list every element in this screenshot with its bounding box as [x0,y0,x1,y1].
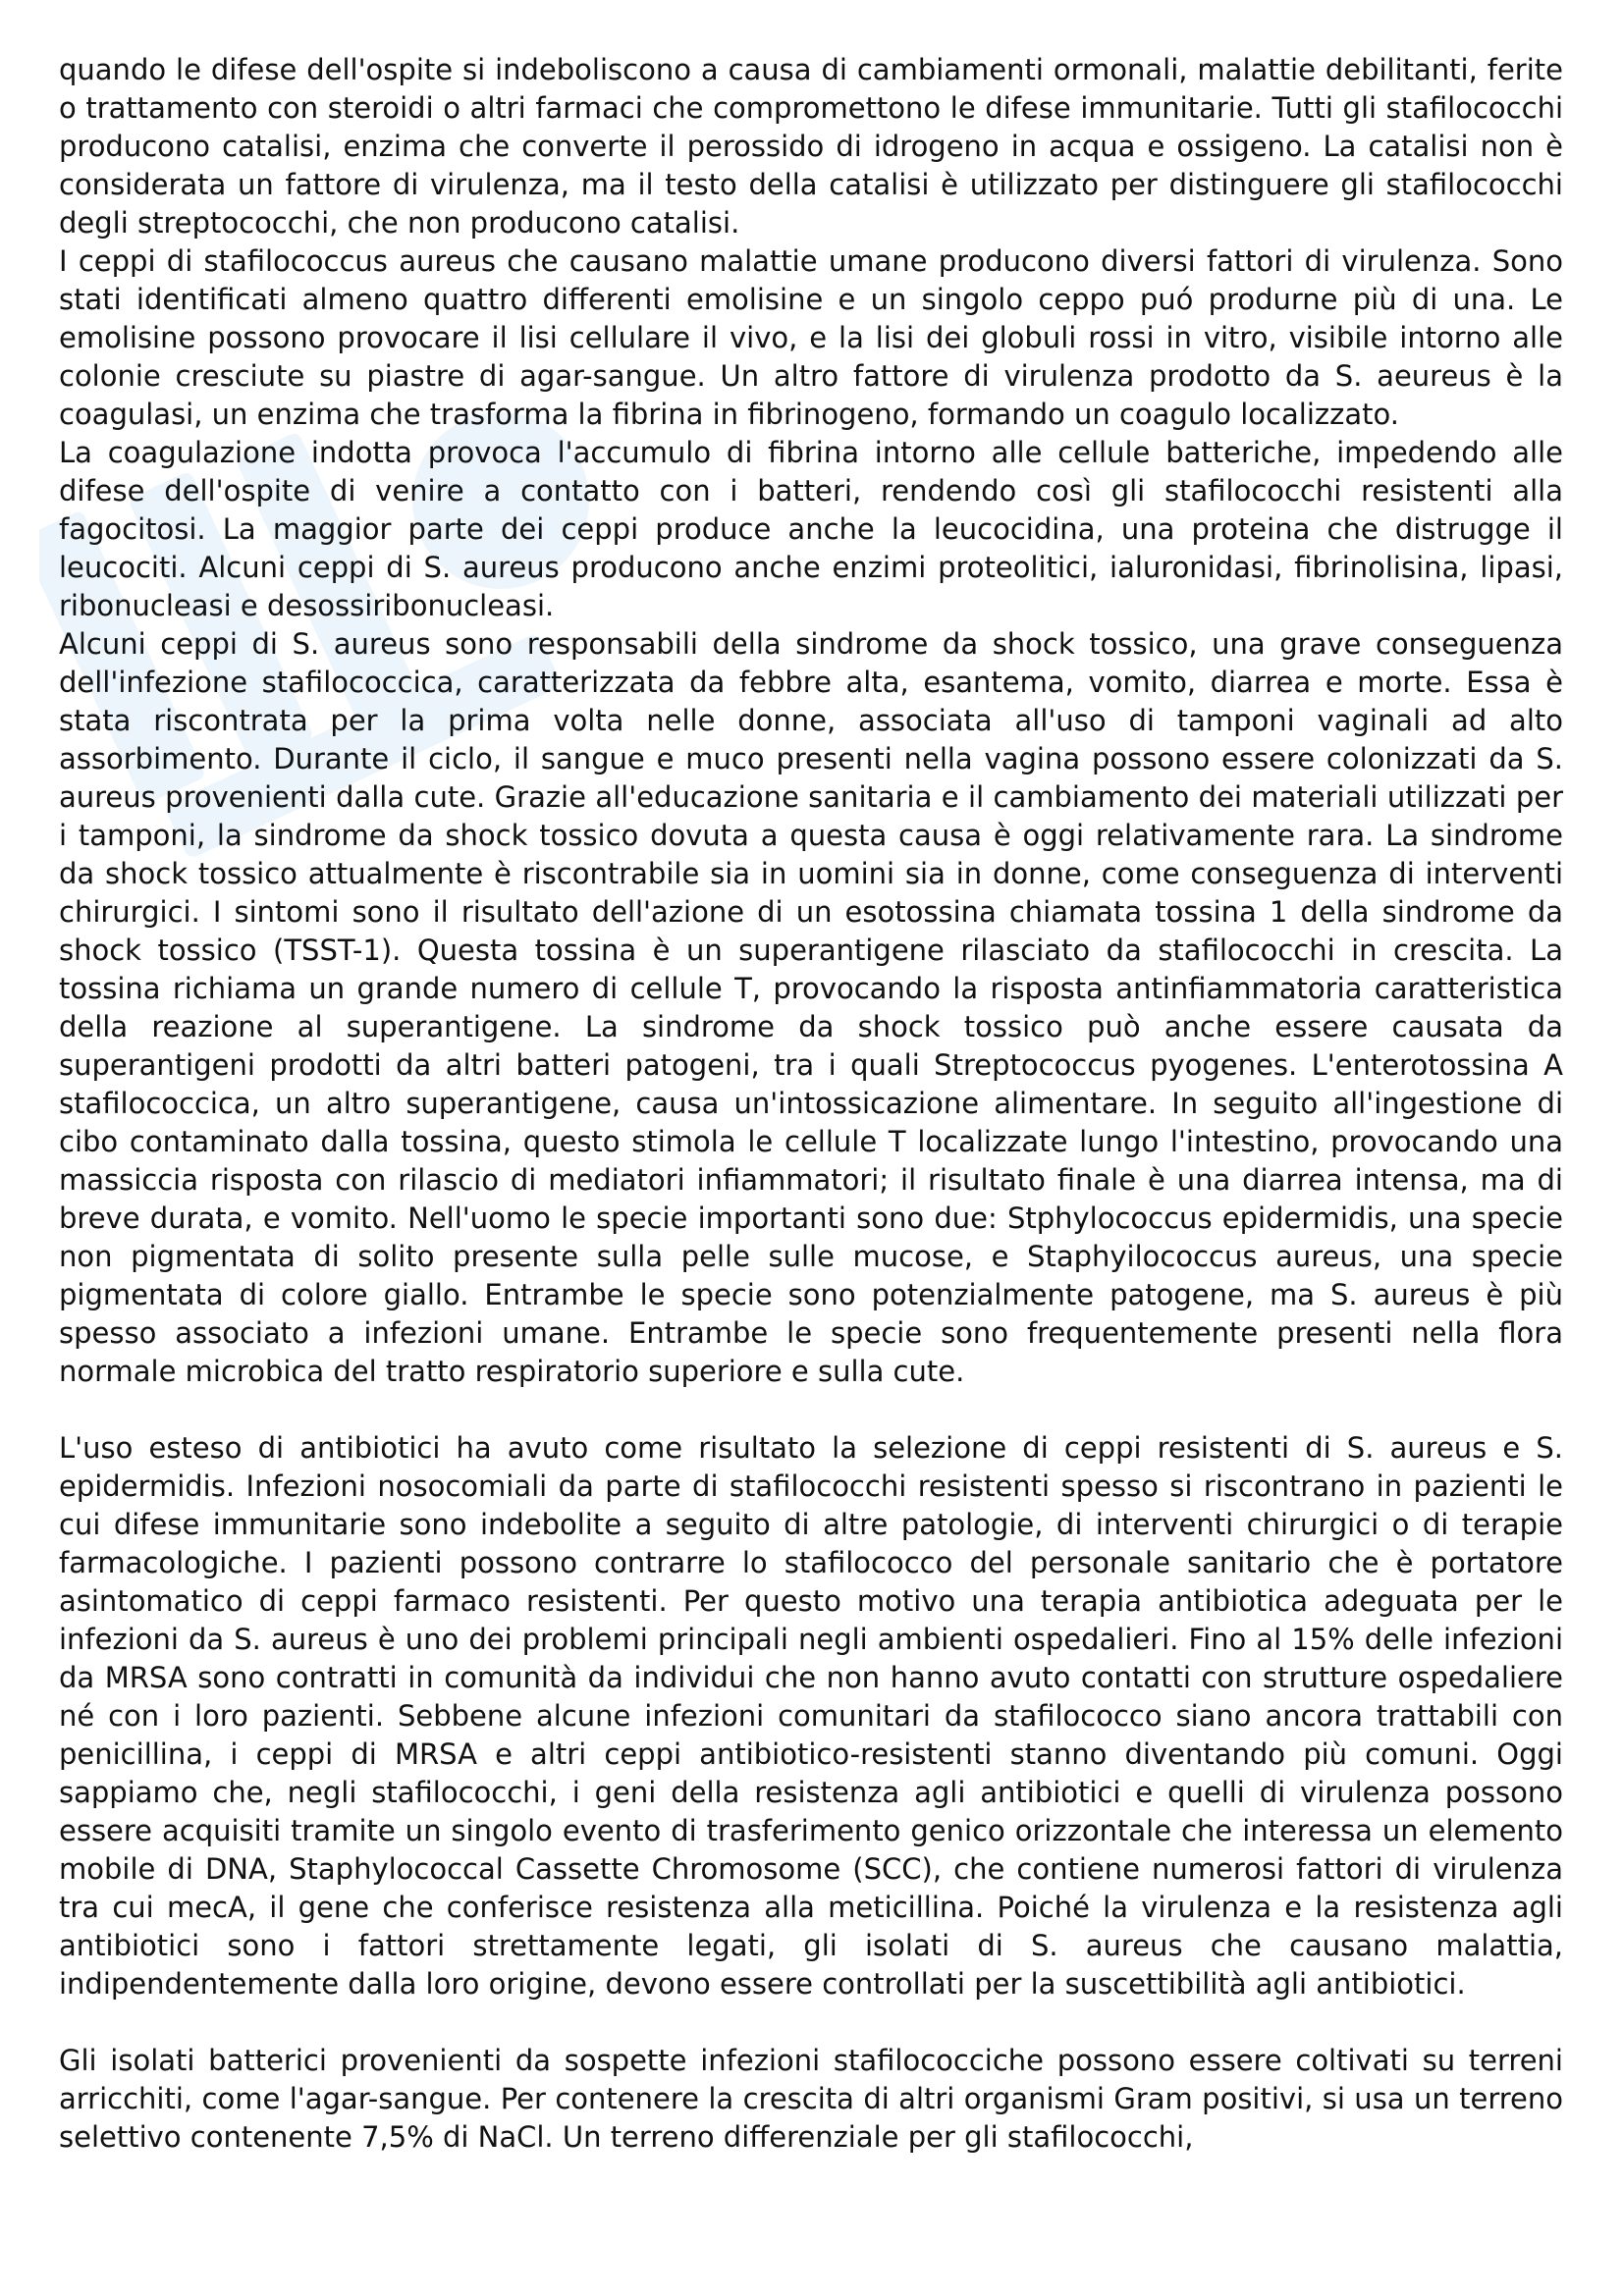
paragraph: Alcuni ceppi di S. aureus sono responsabili della sindrome da shock tossico, una grave conseguenza dell'infezione stafilococcica, caratterizzata da febbre alta, esantema, vomito, diarrea e morte. Essa è stata riscontrata per la prima volta nelle donne, associata all'uso di tamponi vaginali ad alto assorbimento. Durante il ciclo, il sangue e muco presenti nella vagina possono essere colonizzati da S. aureus provenienti dalla cute. Grazie all'educazione sanitaria e il cambiamento dei materiali utilizzati per i tamponi, la sindrome da shock tossico dovuta a questa causa è oggi relativamente rara. La sindrome da shock tossico attualmente è riscontrabile sia in uomini sia in donne, come conseguenza di interventi chirurgici. I sintomi sono il risultato dell'azione di un esotossina chiamata tossina 1 della sindrome da shock tossico (TSST-1). Questa tossina è un superantigene rilasciato da stafilococchi in crescita. La tossina richiama un grande numero di cellule T, provocando la risposta antinfiammatoria caratteristica della reazione al superantigene. La sindrome da shock tossico può anche essere causata da superantigeni prodotti da altri batteri patogeni, tra i quali Streptococcus pyogenes. L'enterotossina A stafilococcica, un altro superantigene, causa un'intossicazione alimentare. In seguito all'ingestione di cibo contaminato dalla tossina, questo stimola le cellule T localizzate lungo l'intestino, provocando una massiccia risposta con rilascio di mediatori infiammatori; il risultato finale è una diarrea intensa, ma di breve durata, e vomito. Nell'uomo le specie importanti sono due: Stphylococcus epidermidis, una specie non pigmentata di solito presente sulla pelle sulle mucose, e Staphyilococcus aureus, una specie pigmentata di colore giallo. Entrambe le specie sono potenzialmente patogene, ma S. aureus è più spesso associato a infezioni umane. Entrambe le specie sono frequentemente presenti nella flora normale microbica del tratto respiratorio superiore e sulla cute. [59,627,1563,1388]
paragraph: quando le difese dell'ospite si indeboliscono a causa di cambiamenti ormonali, malattie debilitanti, ferite o trattamento con steroidi o altri farmaci che compromettono le difese immunitarie. Tutti gli stafilococchi producono catalisi, enzima che converte il perossido di idrogeno in acqua e ossigeno. La catalisi non è considerata un fattore di virulenza, ma il testo della catalisi è utilizzato per distinguere gli stafilococchi degli streptococchi, che non producono catalisi. [59,53,1563,240]
document-body [59,51,1563,2157]
paragraph: L'uso esteso di antibiotici ha avuto come risultato la selezione di ceppi resistenti di S. aureus e S. epidermidis. Infezioni nosocomiali da parte di stafilococchi resistenti spesso si riscontrano in pazienti le cui difese immunitarie sono indebolite a seguito di altre patologie, di interventi chirurgici o di terapie farmacologiche. I pazienti possono contrarre lo stafilococco del personale sanitario che è portatore asintomatico di ceppi farmaco resistenti. Per questo motivo una terapia antibiotica adeguata per le infezioni da S. aureus è uno dei problemi principali negli ambienti ospedalieri. Fino al 15% delle infezioni da MRSA sono contratti in comunità da individui che non hanno avuto contatti con strutture ospedaliere né con i loro pazienti. Sebbene alcune infezioni comunitari da stafilococco siano ancora trattabili con penicillina, i ceppi di MRSA e altri ceppi antibiotico-resistenti stanno diventando più comuni. Oggi sappiamo che, negli stafilococchi, i geni della resistenza agli antibiotici e quelli di virulenza possono essere acquisiti tramite un singolo evento di trasferimento genico orizzontale che interessa un elemento mobile di DNA, Staphylococcal Cassette Chromosome (SCC), che contiene numerosi fattori di virulenza tra cui mecA, il gene che conferisce resistenza alla meticillina. Poiché la virulenza e la resistenza agli antibiotici sono i fattori strettamente legati, gli isolati di S. aureus che causano malattia, indipendentemente dalla loro origine, devono essere controllati per la suscettibilità agli antibiotici. [59,1431,1563,2001]
paragraph: Gli isolati batterici provenienti da sospette infezioni stafilococciche possono essere coltivati su terreni arricchiti, come l'agar-sangue. Per contenere la crescita di altri organismi Gram positivi, si usa un terreno selettivo contenente 7,5% di NaCl. Un terreno differenziale per gli stafilococchi, [59,2044,1563,2154]
paragraph: I ceppi di stafilococcus aureus che causano malattie umane producono diversi fattori di virulenza. Sono stati identificati almeno quattro differenti emolisine e un singolo ceppo puó produrne più di una. Le emolisine possono provocare il lisi cellulare il vivo, e la lisi dei globuli rossi in vitro, visibile intorno alle colonie cresciute su piastre di agar-sangue. Un altro fattore di virulenza prodotto da S. aeureus è la coagulasi, un enzima che trasforma la fibrina in fibrinogeno, formando un coagulo localizzato. [59,244,1563,431]
paragraph: La coagulazione indotta provoca l'accumulo di fibrina intorno alle cellule batteriche, impedendo alle difese dell'ospite di venire a contatto con i batteri, rendendo così gli stafilococchi resistenti alla fagocitosi. La maggior parte dei ceppi produce anche la leucocidina, una proteina che distrugge il leucociti. Alcuni ceppi di S. aureus producono anche enzimi proteolitici, ialuronidasi, fibrinolisina, lipasi, ribonucleasi e desossiribonucleasi. [59,436,1563,622]
